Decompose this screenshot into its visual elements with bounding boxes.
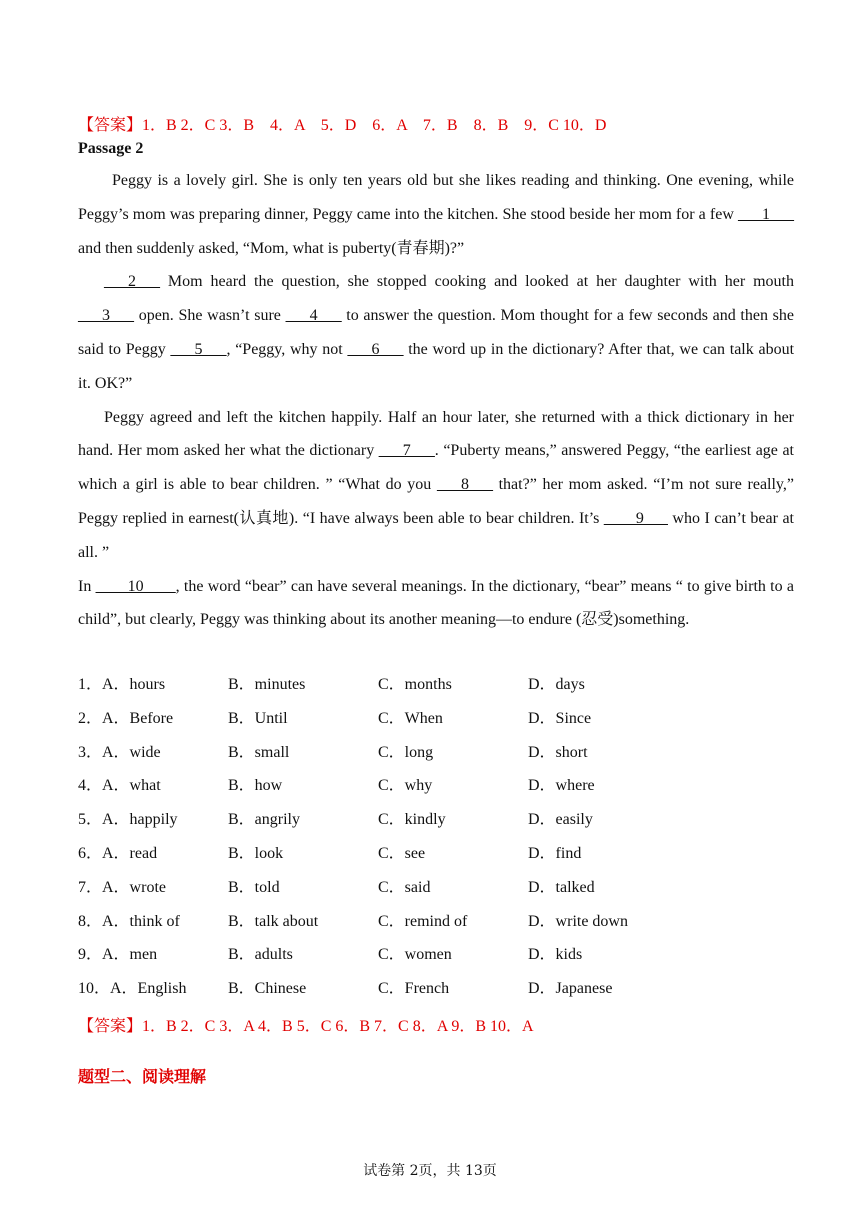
option-c: C．women (378, 946, 452, 964)
option-d: D．kids (528, 946, 583, 964)
option-a: 5．A．happily (78, 811, 178, 829)
blank-1: ___1___ (738, 205, 794, 223)
option-d: D．short (528, 743, 588, 761)
option-b: B．look (228, 844, 284, 862)
option-c: C．see (378, 844, 426, 862)
option-b: B．angrily (228, 811, 300, 829)
option-b: B．Until (228, 709, 288, 727)
paragraph-text: In (78, 577, 96, 595)
question-row (78, 771, 794, 805)
paragraph-text: , the word “bear” can have several meanings. In the dictionary, “bear” means “ to give birth to a child”, but clearly, Peggy was thinking about its another meaning—to endure (忍受)something. (78, 577, 794, 629)
question-row (78, 805, 794, 839)
question-row (78, 907, 794, 941)
answer-key-bottom: 【答案】1．B 2．C 3．A 4．B 5．C 6．B 7．C 8．A 9．B 10．A (78, 1018, 534, 1035)
paragraph-text: the word up in the dictionary? After that, we can talk about it. OK?” (78, 340, 795, 392)
paragraph-text: . “Puberty means,” answered Peggy, “the earliest age at which a girl is able to bear children. ” “What do you (78, 442, 794, 494)
paragraph-text: open. She wasn’t sure (134, 307, 286, 325)
paragraph-3 (78, 401, 794, 570)
option-a: 9．A．men (78, 946, 158, 964)
paragraph-text: , “Peggy, why not (226, 340, 348, 358)
option-d: D．find (528, 844, 582, 862)
option-c: C．long (378, 743, 434, 761)
paragraph-text: to answer the question. Mom thought for a few seconds and then she said to Peggy (78, 307, 794, 358)
blank-10: ____10____ (95, 577, 176, 595)
paragraph-text: Peggy agreed and left the kitchen happily. Half an hour later, she returned with a thick dictionary in her hand. Her mom asked her what the dictionary (78, 408, 794, 460)
question-row (78, 704, 794, 738)
option-c: C．French (378, 980, 450, 998)
option-d: D．where (528, 777, 595, 795)
paragraph-2 (78, 265, 794, 400)
blank-8: ___8___ (436, 476, 493, 494)
question-row (78, 940, 794, 974)
paragraph-text: Mom heard the question, she stopped cooking and looked at her daughter with her mouth (160, 273, 794, 291)
option-b: B．adults (228, 946, 293, 964)
blank-3: ___3___ (78, 307, 134, 325)
paragraph-text: and then suddenly asked, “Mom, what is puberty(青春期)?” (78, 239, 465, 257)
option-a: 3．A．wide (78, 743, 161, 761)
option-a: 7．A．wrote (78, 878, 166, 896)
option-b: B．small (228, 743, 290, 761)
blank-4: ___4___ (285, 307, 342, 325)
option-c: C．remind of (378, 912, 468, 930)
option-b: B．how (228, 777, 283, 795)
blank-7: ___7___ (378, 442, 435, 460)
question-row (78, 839, 794, 873)
answer-key-top: 【答案】1．B 2．C 3．B 4．A 5．D 6．A 7．B 8．B 9．C 10．D (78, 117, 607, 134)
blank-6: ___6___ (347, 340, 404, 358)
option-c: C．When (378, 709, 443, 727)
option-b: B．minutes (228, 676, 306, 693)
paragraph-4 (78, 570, 794, 638)
option-b: B．Chinese (228, 980, 307, 998)
paragraph-text: who I can’t bear at all. ” (78, 509, 794, 561)
passage-title: Passage 2 (78, 140, 144, 157)
passage-body (78, 164, 794, 637)
paragraph-1 (78, 164, 794, 265)
question-row (78, 670, 794, 704)
option-c: C．said (378, 878, 431, 896)
option-a: 10．A．English (78, 980, 187, 998)
option-a: 8．A．think of (78, 912, 180, 930)
blank-2: ___2___ (104, 273, 160, 291)
page-footer: 试卷第 2页，共 13页 (363, 1163, 497, 1179)
option-c: C．months (378, 676, 452, 693)
question-row (78, 738, 794, 772)
option-a: 1．A．hours (78, 676, 166, 693)
blank-9: ____9___ (603, 509, 668, 527)
option-b: B．told (228, 878, 280, 896)
option-d: D．Japanese (528, 980, 613, 998)
option-d: D．days (528, 676, 585, 693)
question-options (78, 670, 794, 1008)
question-row (78, 873, 794, 907)
option-d: D．easily (528, 811, 593, 829)
option-c: C．kindly (378, 811, 446, 829)
question-row (78, 974, 794, 1008)
option-a: 6．A．read (78, 844, 158, 862)
paragraph-text: that?” her mom asked. “I’m not sure really,” Peggy replied in earnest(认真地). “I have always been able to bear children. It’s (78, 476, 794, 527)
option-a: 4．A．what (78, 777, 161, 795)
section-heading: 题型二、阅读理解 (78, 1067, 207, 1086)
option-d: D．write down (528, 912, 628, 930)
paragraph-text: Peggy is a lovely girl. She is only ten years old but she likes reading and thinking. One evening, while Peggy’s mom was preparing dinner, Peggy came into the kitchen. She stood beside her mom for a few (78, 172, 794, 223)
option-a: 2．A．Before (78, 709, 174, 727)
option-b: B．talk about (228, 912, 319, 930)
blank-5: ___5___ (170, 340, 227, 358)
option-d: D．talked (528, 878, 595, 896)
option-d: D．Since (528, 709, 592, 727)
option-c: C．why (378, 777, 433, 795)
